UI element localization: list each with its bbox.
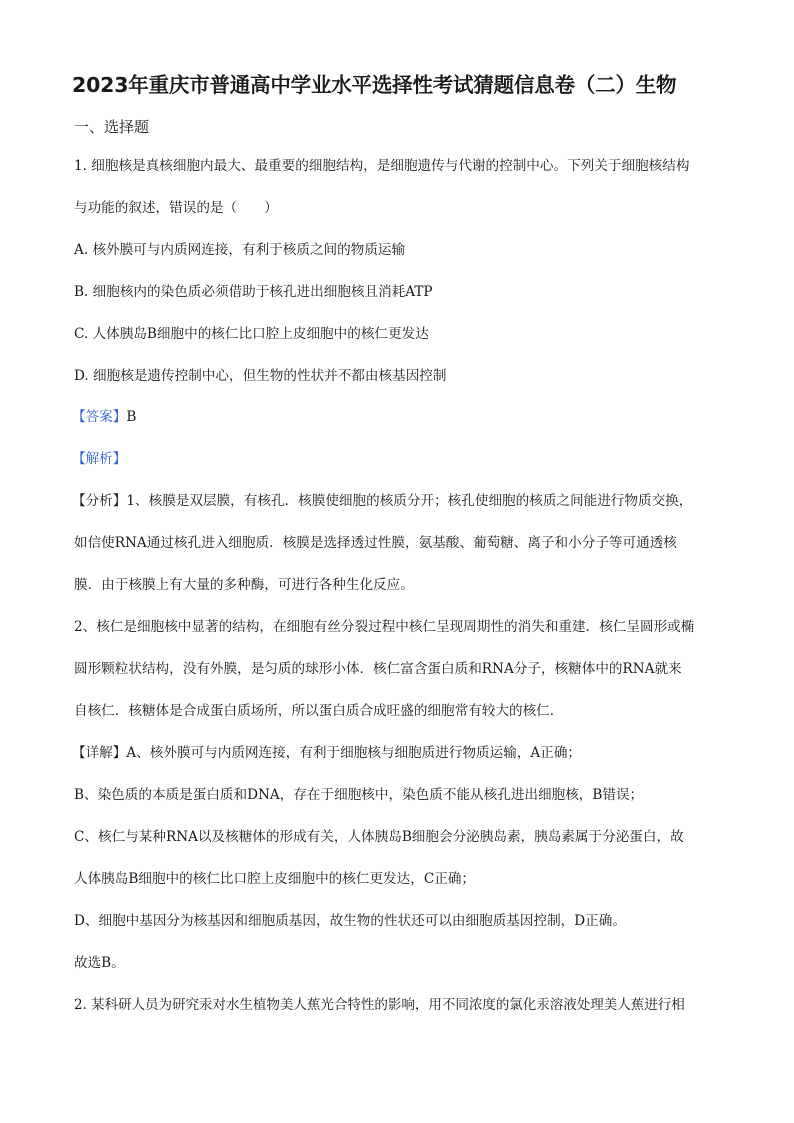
xiangjie-line-3: C、核仁与某种RNA以及核糖体的形成有关，人体胰岛B细胞会分泌胰岛素，胰岛素属于分泌蛋白，故 [74,829,684,845]
xiangjie-text: A、核外膜可与内质网连接，有利于细胞核与细胞质进行物质运输，A正确； [126,745,582,761]
fenxi-tag: 【分析】 [72,493,127,509]
xiangjie-line-1 [72,742,722,764]
section-heading: 一、选择题 [74,118,150,136]
conclusion-line: 故选B。 [74,955,125,971]
xiangjie-line-4: 人体胰岛B细胞中的核仁比口腔上皮细胞中的核仁更发达，C正确； [74,871,476,887]
fenxi-text: 1、核膜是双层膜，有核孔．核膜使细胞的核质分开；核孔使细胞的核质之间能进行物质交换， [126,493,693,509]
option-a: A. 核外膜可与内质网连接，有利于核质之间的物质运输 [74,242,406,258]
option-d: D. 细胞核是遗传控制中心，但生物的性状并不都由核基因控制 [74,368,447,384]
xiangjie-line-2: B、染色质的本质是蛋白质和DNA，存在于细胞核中，染色质不能从核孔进出细胞核，B错误； [74,787,644,803]
question-1-stem-line-1: 1. 细胞核是真核细胞内最大、最重要的细胞结构，是细胞遗传与代谢的控制中心。下列关于细胞核结构 [74,158,690,174]
fenxi-line-3: 膜．由于核膜上有大量的多种酶，可进行各种生化反应。 [74,577,414,593]
fenxi-line-5: 圆形颗粒状结构，没有外膜，是匀质的球形小体．核仁富含蛋白质和RNA分子，核糖体中的RNA就来 [74,661,682,677]
fenxi-line-4: 2、核仁是细胞核中显著的结构，在细胞有丝分裂过程中核仁呈现周期性的消失和重建．核仁呈圆形或椭 [74,619,695,635]
fenxi-line-1 [72,490,722,512]
answer-tag: 【答案】 [72,409,127,425]
fenxi-line-6: 自核仁．核糖体是合成蛋白质场所，所以蛋白质合成旺盛的细胞常有较大的核仁． [74,703,564,719]
xiangjie-tag: 【详解】 [72,745,127,761]
fenxi-line-2: 如信使RNA通过核孔进入细胞质．核膜是选择透过性膜，氨基酸、葡萄糖、离子和小分子等可通透核 [74,535,677,551]
question-1-stem-line-2: 与功能的叙述，错误的是（ ） [74,200,278,216]
answer-row [72,406,722,428]
option-b: B. 细胞核内的染色质必须借助于核孔进出细胞核且消耗ATP [74,284,433,300]
analysis-tag: 【解析】 [72,451,127,467]
option-c: C. 人体胰岛B细胞中的核仁比口腔上皮细胞中的核仁更发达 [74,326,429,342]
answer-value: B [126,409,137,425]
analysis-heading [72,448,722,470]
question-2-stem-line-1: 2. 某科研人员为研究汞对水生植物美人蕉光合特性的影响，用不同浓度的氯化汞溶液处理美人蕉进行相 [74,997,685,1013]
xiangjie-line-5: D、细胞中基因分为核基因和细胞质基因，故生物的性状还可以由细胞质基因控制，D正确。 [74,913,626,929]
document-title: 2023年重庆市普通高中学业水平选择性考试猜题信息卷（二）生物 [72,73,677,97]
